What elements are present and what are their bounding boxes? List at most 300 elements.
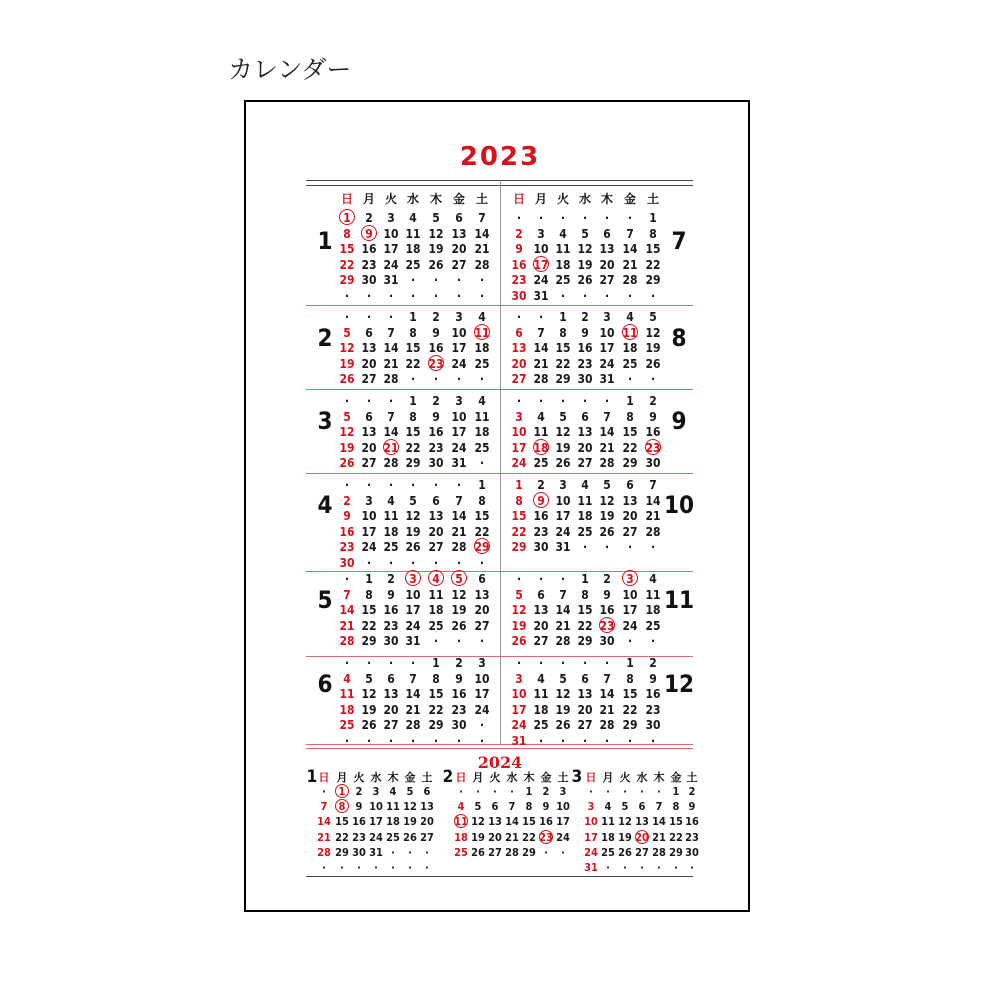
day-cell: 24 [599,356,615,371]
day-empty: · [410,556,416,570]
day-cell: 3 [587,800,595,814]
day-cell: 4 [478,394,486,408]
day-cell: 24 [511,456,527,471]
day-cell: 20 [622,509,638,524]
day-cell: 8 [432,671,440,686]
day-cell: 20 [474,603,490,618]
day-cell: 29 [471,539,493,555]
day-cell: 6 [365,409,373,424]
day-cell: 28 [383,456,399,471]
weekday-label: 水 [406,192,419,206]
day-empty: · [410,372,416,387]
day-cell: 11 [339,687,355,702]
day-cell: 26 [451,618,467,633]
day-cell: 2 [688,785,696,798]
day-cell: 20 [511,356,527,371]
day-empty: · [456,556,462,570]
day-empty: · [433,372,439,387]
day-empty: · [582,734,588,748]
day-cell: 11 [386,800,400,814]
day-cell: 8 [581,587,589,602]
weekday-label: 日 [340,192,353,206]
day-cell: 15 [405,341,421,356]
day-cell: 3 [455,310,463,324]
day-cell: 14 [555,603,571,618]
day-cell: 27 [533,634,549,649]
day-cell: 11 [405,226,421,241]
day-cell: 11 [428,587,444,602]
weekday-label: 木 [523,771,535,784]
day-cell: 4 [478,310,486,324]
day-cell: 14 [599,425,615,440]
month-number: 8 [671,324,687,352]
day-empty: · [388,478,394,492]
day-cell: 9 [603,587,611,602]
day-empty: · [538,394,544,408]
day-cell: 8 [409,325,417,340]
day-cell: 18 [474,341,490,356]
month-number: 7 [671,227,687,255]
day-cell: 19 [451,603,467,618]
day-cell: 24 [474,702,490,717]
day-cell: 7 [409,671,417,686]
day-cell: 10 [405,587,421,602]
day-cell: 28 [645,524,661,539]
day-cell: 23 [642,440,664,456]
day-cell: 5 [603,478,611,492]
day-cell: 29 [555,372,571,387]
weekday-label: 水 [578,192,591,206]
day-cell: 6 [455,211,463,225]
month-number: 10 [663,491,695,519]
day-cell: 24 [556,830,570,844]
day-cell: 15 [511,509,527,524]
day-cell: 1 [409,310,417,324]
day-empty: · [410,656,416,670]
weekday-label: 木 [653,771,665,784]
day-cell: 4 [409,211,417,225]
day-cell: 14 [383,341,399,356]
day-cell: 9 [355,800,363,814]
day-cell: 4 [559,226,567,241]
day-cell: 5 [343,325,351,340]
day-cell: 6 [387,671,395,686]
day-cell: 9 [358,226,380,242]
day-cell: 20 [633,831,651,845]
day-cell: 28 [599,456,615,471]
day-empty: · [479,273,485,288]
day-cell: 9 [649,671,657,686]
day-cell: 2 [542,785,550,798]
day-cell: 3 [559,478,567,492]
day-cell: 22 [669,830,683,844]
day-cell: 19 [645,341,661,356]
page-label: カレンダー [228,55,352,84]
day-cell: 18 [622,341,638,356]
day-cell: 8 [626,409,634,424]
day-cell: 3 [365,493,373,508]
day-cell: 20 [428,524,444,539]
day-cell: 16 [428,341,444,356]
day-cell: 26 [645,356,661,371]
day-cell: 16 [685,815,699,829]
day-cell: 10 [361,509,377,524]
day-cell: 16 [599,603,615,618]
day-cell: 23 [596,618,618,634]
day-cell: 10 [511,687,527,702]
day-cell: 6 [423,785,431,798]
day-empty: · [627,372,633,387]
day-cell: 24 [584,845,598,859]
day-cell: 11 [533,687,549,702]
day-cell: 21 [645,509,661,524]
day-cell: 12 [618,815,632,829]
day-empty: · [433,556,439,570]
day-empty: · [582,656,588,670]
day-cell: 28 [599,718,615,733]
day-cell: 30 [451,718,467,733]
day-empty: · [479,372,485,387]
day-cell: 11 [474,409,490,424]
weekday-label: 月 [336,771,348,784]
day-cell: 16 [577,341,593,356]
day-cell: 29 [405,456,421,471]
month-number: 9 [671,407,687,435]
weekday-label: 土 [646,192,659,206]
weekday-label: 日 [318,771,330,784]
day-empty: · [410,273,416,288]
day-cell: 7 [626,226,634,241]
day-cell: 21 [533,356,549,371]
day-cell: 21 [405,702,421,717]
month-number: 6 [317,670,333,698]
day-cell: 26 [428,257,444,272]
day-empty: · [560,289,566,303]
day-cell: 21 [380,440,402,456]
day-cell: 6 [432,493,440,508]
day-cell: 23 [511,273,527,288]
day-cell: 12 [405,509,421,524]
day-cell: 7 [603,409,611,424]
day-cell: 23 [383,618,399,633]
day-cell: 9 [530,493,552,509]
day-cell: 7 [387,325,395,340]
day-cell: 18 [386,815,400,829]
day-cell: 19 [555,440,571,455]
day-empty: · [510,785,514,798]
day-cell: 28 [339,634,355,649]
day-cell: 31 [511,734,527,748]
day-cell: 14 [474,226,490,241]
day-cell: 22 [405,356,421,371]
day-empty: · [623,861,627,874]
day-cell: 1 [432,656,440,670]
day-empty: · [516,310,522,324]
day-cell: 23 [339,540,355,555]
day-cell: 13 [599,242,615,257]
day-cell: 29 [511,540,527,555]
day-cell: 24 [622,618,638,633]
day-empty: · [456,634,462,649]
day-cell: 30 [361,273,377,288]
day-cell: 7 [320,800,328,814]
day-cell: 19 [555,702,571,717]
day-cell: 5 [448,571,470,587]
day-cell: 27 [361,456,377,471]
day-cell: 4 [537,671,545,686]
day-cell: 27 [428,540,444,555]
day-cell: 6 [365,325,373,340]
day-cell: 3 [603,310,611,324]
day-empty: · [433,734,439,748]
day-cell: 19 [471,830,485,844]
day-cell: 1 [515,478,523,492]
day-cell: 7 [343,587,351,602]
day-empty: · [344,478,350,492]
day-cell: 31 [533,289,549,303]
day-empty: · [561,845,565,859]
day-empty: · [410,478,416,492]
weekday-label: 月 [602,771,614,784]
day-empty: · [456,289,462,303]
day-cell: 16 [428,425,444,440]
day-cell: 30 [352,845,366,859]
day-cell: 22 [511,524,527,539]
day-cell: 5 [559,409,567,424]
day-cell: 13 [361,425,377,440]
day-cell: 3 [455,394,463,408]
day-cell: 29 [335,845,349,859]
day-cell: 22 [522,830,536,844]
day-cell: 6 [515,325,523,340]
day-empty: · [388,656,394,670]
weekday-label: 日 [455,771,467,784]
day-empty: · [366,734,372,748]
day-cell: 28 [622,273,638,288]
day-cell: 14 [339,603,355,618]
month-number: 2 [442,767,454,787]
day-cell: 15 [361,603,377,618]
day-cell: 2 [387,572,395,586]
day-cell: 10 [511,425,527,440]
day-empty: · [674,861,678,874]
day-empty: · [366,289,372,303]
day-cell: 9 [432,325,440,340]
weekday-label: 水 [370,771,382,784]
day-cell: 21 [505,830,519,844]
weekday-label: 日 [512,192,525,206]
day-cell: 8 [626,671,634,686]
day-empty: · [604,734,610,748]
day-empty: · [604,211,610,225]
weekday-label: 土 [686,771,698,784]
day-cell: 12 [511,603,527,618]
day-cell: 12 [361,687,377,702]
day-cell: 2 [365,211,373,225]
day-empty: · [560,656,566,670]
day-cell: 1 [409,394,417,408]
weekday-label: 水 [636,771,648,784]
month-number: 12 [663,670,695,698]
day-cell: 5 [365,671,373,686]
day-cell: 16 [383,603,399,618]
day-cell: 15 [335,815,349,829]
day-cell: 22 [555,356,571,371]
day-cell: 29 [645,273,661,288]
day-cell: 8 [515,493,523,508]
day-cell: 13 [383,687,399,702]
day-cell: 25 [622,356,638,371]
day-cell: 9 [387,587,395,602]
day-cell: 31 [451,456,467,471]
day-cell: 21 [317,830,331,844]
day-cell: 17 [555,509,571,524]
day-cell: 30 [599,634,615,649]
day-cell: 1 [336,210,358,226]
day-cell: 5 [343,409,351,424]
day-cell: 10 [451,409,467,424]
day-empty: · [560,394,566,408]
day-cell: 18 [339,702,355,717]
day-cell: 2 [455,656,463,670]
day-cell: 20 [361,356,377,371]
day-cell: 1 [525,785,533,798]
day-cell: 2 [581,310,589,324]
day-cell: 23 [537,831,555,845]
day-cell: 1 [365,572,373,586]
day-cell: 13 [488,815,502,829]
day-cell: 19 [361,702,377,717]
day-cell: 13 [474,587,490,602]
day-cell: 10 [533,242,549,257]
day-cell: 12 [339,341,355,356]
day-cell: 28 [405,718,421,733]
day-empty: · [456,478,462,492]
day-cell: 4 [626,310,634,324]
day-cell: 16 [533,509,549,524]
day-cell: 17 [584,830,598,844]
day-cell: 17 [369,815,383,829]
day-empty: · [606,785,610,798]
day-cell: 16 [361,242,377,257]
day-cell: 23 [425,356,447,372]
day-cell: 16 [352,815,366,829]
day-cell: 9 [515,242,523,257]
day-cell: 25 [577,524,593,539]
day-cell: 3 [478,656,486,670]
day-cell: 16 [539,815,553,829]
day-empty: · [366,556,372,570]
day-cell: 24 [405,618,421,633]
day-empty: · [560,211,566,225]
day-empty: · [391,845,395,859]
day-cell: 12 [555,425,571,440]
day-cell: 18 [601,830,615,844]
day-cell: 11 [555,242,571,257]
day-cell: 22 [474,524,490,539]
day-cell: 8 [365,587,373,602]
day-cell: 3 [619,571,641,587]
day-cell: 26 [361,718,377,733]
day-cell: 14 [405,687,421,702]
day-cell: 7 [387,409,395,424]
day-cell: 11 [383,509,399,524]
day-cell: 5 [559,671,567,686]
day-cell: 21 [622,257,638,272]
year-title: 2023 [459,142,541,172]
day-cell: 21 [339,618,355,633]
day-cell: 26 [339,372,355,387]
day-cell: 19 [339,440,355,455]
month-number: 4 [317,491,333,519]
day-cell: 30 [645,718,661,733]
day-cell: 11 [577,493,593,508]
day-cell: 20 [361,440,377,455]
day-cell: 1 [626,394,634,408]
day-cell: 16 [451,687,467,702]
day-empty: · [538,656,544,670]
day-cell: 26 [577,273,593,288]
month-number: 1 [306,767,318,787]
day-cell: 4 [457,800,465,814]
day-empty: · [479,456,485,471]
day-cell: 27 [474,618,490,633]
day-cell: 3 [515,671,523,686]
day-cell: 6 [537,587,545,602]
day-cell: 29 [522,845,536,859]
day-cell: 28 [317,845,331,859]
day-cell: 5 [621,800,629,814]
day-empty: · [538,211,544,225]
day-empty: · [657,861,661,874]
day-empty: · [538,310,544,324]
day-cell: 3 [515,409,523,424]
day-empty: · [433,478,439,492]
day-cell: 4 [387,493,395,508]
day-cell: 18 [577,509,593,524]
day-cell: 9 [649,409,657,424]
day-empty: · [366,656,372,670]
day-cell: 27 [577,456,593,471]
day-cell: 23 [451,702,467,717]
day-cell: 29 [361,634,377,649]
day-cell: 28 [474,257,490,272]
day-cell: 7 [649,478,657,492]
day-cell: 20 [599,257,615,272]
day-empty: · [425,845,429,859]
day-empty: · [366,478,372,492]
day-cell: 27 [577,718,593,733]
day-cell: 13 [533,603,549,618]
day-cell: 12 [645,325,661,340]
month-divider [306,305,693,306]
day-cell: 23 [577,356,593,371]
day-cell: 22 [622,440,638,455]
day-cell: 30 [577,372,593,387]
day-empty: · [408,845,412,859]
day-cell: 28 [505,845,519,859]
day-cell: 16 [645,425,661,440]
day-cell: 28 [383,372,399,387]
day-empty: · [627,734,633,748]
day-empty: · [456,273,462,288]
bottom-rule [306,876,693,877]
day-cell: 26 [599,524,615,539]
day-cell: 27 [451,257,467,272]
day-cell: 25 [454,845,468,859]
day-empty: · [582,394,588,408]
day-cell: 6 [603,226,611,241]
